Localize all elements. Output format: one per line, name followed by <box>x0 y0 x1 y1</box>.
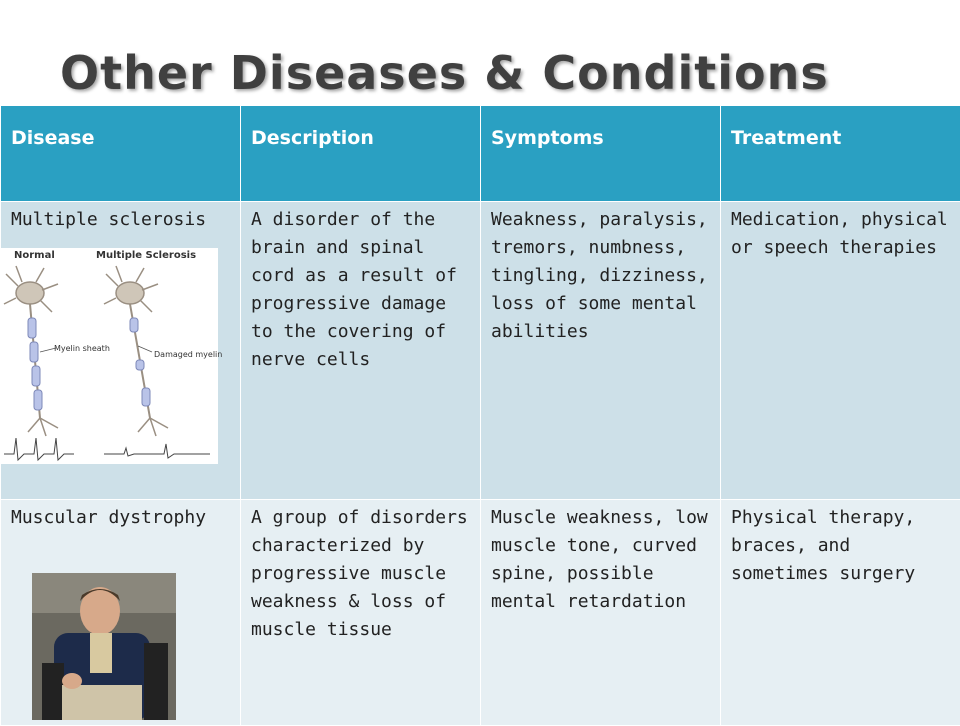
cell-symptoms: Weakness, paralysis, tremors, numbness, tingling, dizziness, loss of some mental abilities <box>481 202 721 500</box>
header-description: Description <box>241 106 481 202</box>
cell-description: A group of disorders characterized by progressive muscle weakness & loss of muscle tissue <box>241 500 481 726</box>
label-myelin-sheath: Myelin sheath <box>54 344 110 353</box>
header-symptoms: Symptoms <box>481 106 721 202</box>
label-normal: Normal <box>14 250 55 261</box>
person-photo <box>32 573 176 720</box>
cell-disease: Multiple sclerosis <box>1 202 241 500</box>
cell-treatment: Physical therapy, braces, and sometimes surgery <box>721 500 960 726</box>
label-multiple-sclerosis: Multiple Sclerosis <box>96 250 196 261</box>
cell-disease: Muscular dystrophy <box>1 500 241 726</box>
neuron-illustration <box>0 248 218 464</box>
header-disease: Disease <box>1 106 241 202</box>
label-damaged-myelin: Damaged myelin <box>154 350 222 359</box>
table-header-row <box>1 106 960 202</box>
header-treatment: Treatment <box>721 106 960 202</box>
person-in-wheelchair-icon <box>32 573 176 720</box>
cell-treatment: Medication, physical or speech therapies <box>721 202 960 500</box>
cell-symptoms: Muscle weakness, low muscle tone, curved spine, possible mental retardation <box>481 500 721 726</box>
cell-description: A disorder of the brain and spinal cord as a result of progressive damage to the covering of nerve cells <box>241 202 481 500</box>
slide-title: Other Diseases & Conditions <box>60 46 829 100</box>
